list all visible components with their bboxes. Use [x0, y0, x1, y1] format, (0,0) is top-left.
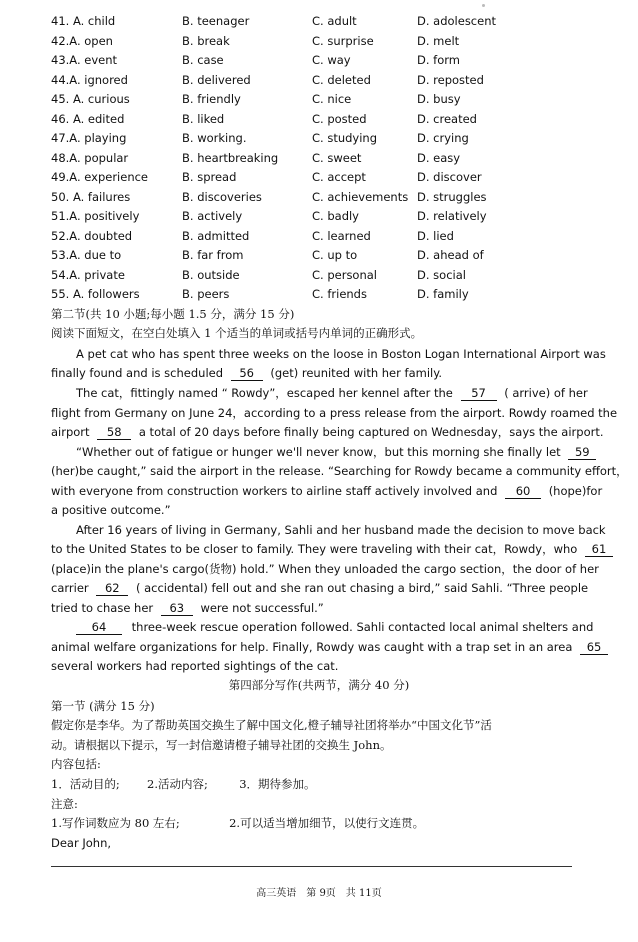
- option-choice: C. way: [312, 53, 351, 67]
- option-choice: C. up to: [312, 248, 358, 262]
- passage-line: A pet cat who has spent three weeks on the loose in Boston Logan International Airport was: [76, 347, 606, 361]
- passage-text: were not successful.”: [200, 601, 324, 615]
- writing-prompt-line: 动。请根据以下提示，写一封信邀请橙子辅导社团的交换生 John。: [51, 738, 392, 752]
- blank-62: 62: [96, 581, 128, 596]
- option-choice: D. family: [417, 287, 469, 301]
- option-choice: D. adolescent: [417, 14, 497, 28]
- passage-line: several workers had reported sightings of the cat.: [51, 659, 339, 673]
- passage-text: airport: [51, 425, 90, 439]
- passage-line: [51, 599, 324, 619]
- passage-text: “Whether out of fatigue or hunger we'll never know，but this morning she finally let: [76, 445, 561, 459]
- option-choice: D. social: [417, 267, 466, 282]
- option-choice: C. adult: [312, 14, 357, 28]
- option-choice: B. discoveries: [182, 189, 262, 204]
- passage-line: [76, 618, 593, 638]
- option-choice: 45. A. curious: [51, 92, 130, 106]
- option-choice: D. melt: [417, 33, 460, 48]
- option-row: [51, 32, 581, 52]
- blank-59: 59: [568, 445, 596, 460]
- passage-text: tried to chase her: [51, 601, 154, 615]
- option-row: [51, 207, 581, 227]
- passage-text: to the United States to be closer to family. They were traveling with their cat，Rowdy，who: [51, 542, 578, 556]
- passage-line: [51, 638, 612, 658]
- option-choice: B. peers: [182, 287, 230, 301]
- option-choice: C. friends: [312, 287, 367, 301]
- passage-text: ( arrive) of her: [504, 386, 588, 400]
- option-choice: 55. A. followers: [51, 287, 140, 301]
- passage-line: (place)in the plane's cargo(货物) hold.” When they unloaded the cargo section，the door of her: [51, 562, 599, 576]
- option-row: [51, 246, 581, 266]
- blank-56: 56: [231, 366, 263, 381]
- blank-61: 61: [585, 542, 613, 557]
- option-choice: B. friendly: [182, 92, 241, 106]
- scan-speck: [482, 4, 485, 7]
- option-row: [51, 266, 581, 286]
- option-choice: 53.A. due to: [51, 248, 122, 262]
- part4-subheading: 第一节 (满分 15 分): [51, 699, 155, 713]
- passage-text: The cat，fittingly named “ Rowdy”，escaped her kennel after the: [76, 386, 453, 400]
- passage-line: [51, 579, 588, 599]
- content-label: 内容包括:: [51, 757, 101, 771]
- note-item: 1.写作词数应为 80 左右;: [51, 816, 180, 830]
- option-choice: C. learned: [312, 228, 371, 243]
- option-choice: B. outside: [182, 267, 240, 282]
- option-choice: C. deleted: [312, 72, 371, 87]
- blank-58: 58: [97, 425, 131, 440]
- page-footer: 高三英语 第 9页 共 11页: [256, 888, 382, 899]
- option-choice: 54.A. private: [51, 267, 125, 282]
- option-choice: B. working.: [182, 131, 247, 145]
- option-row: [51, 149, 581, 169]
- option-choice: D. lied: [417, 228, 454, 243]
- passage-text: (get) reunited with her family.: [270, 366, 443, 380]
- option-choice: D. reposted: [417, 72, 484, 87]
- blank-65: 65: [580, 640, 608, 655]
- option-row: [51, 71, 581, 91]
- writing-prompt-line: 假定你是李华。为了帮助英国交换生了解中国文化,橙子辅导社团将举办“中国文化节”活: [51, 718, 492, 732]
- option-choice: 51.A. positively: [51, 209, 140, 223]
- option-choice: 49.A. experience: [51, 170, 149, 184]
- passage-line: flight from Germany on June 24，according to a press release from the airport. Rowdy roamed the: [51, 406, 618, 420]
- option-row: [51, 90, 581, 110]
- content-item: 1．活动目的;: [51, 777, 120, 791]
- option-choice: C. badly: [312, 209, 359, 223]
- passage-text: ( accidental) fell out and she ran out chasing a bird,” said Sahli. “Three people: [135, 581, 589, 595]
- option-choice: 50. A. failures: [51, 189, 131, 204]
- option-choice: B. heartbreaking: [182, 150, 279, 165]
- option-choice: B. admitted: [182, 228, 250, 243]
- options-table: [51, 12, 581, 305]
- option-choice: C. studying: [312, 131, 378, 145]
- passage-line: [76, 443, 598, 463]
- option-choice: 52.A. doubted: [51, 228, 133, 243]
- option-choice: 43.A. event: [51, 53, 118, 67]
- section-heading: 第二节(共 10 小题;每小题 1.5 分，满分 15 分): [51, 307, 295, 321]
- option-row: [51, 51, 581, 71]
- option-choice: D. easy: [417, 150, 461, 165]
- option-row: [51, 227, 581, 247]
- passage-text: finally found and is scheduled: [51, 366, 224, 380]
- option-choice: 42.A. open: [51, 33, 113, 48]
- option-row: [51, 12, 581, 32]
- option-choice: B. teenager: [182, 14, 250, 28]
- passage-line: [51, 423, 604, 443]
- section-instruction: 阅读下面短文，在空白处填入 1 个适当的单词或括号内单词的正确形式。: [51, 326, 423, 340]
- option-choice: D. relatively: [417, 209, 487, 223]
- blank-57: 57: [461, 386, 497, 401]
- option-choice: 44.A. ignored: [51, 72, 128, 87]
- passage-text: carrier: [51, 581, 89, 595]
- option-choice: 46. A. edited: [51, 111, 125, 126]
- passage-text: (hope)for: [548, 484, 603, 498]
- option-choice: B. liked: [182, 111, 225, 126]
- passage-line: After 16 years of living in Germany, Sahli and her husband made the decision to move back: [76, 523, 606, 537]
- passage-line: [51, 540, 617, 560]
- blank-63: 63: [161, 601, 193, 616]
- option-choice: B. case: [182, 53, 224, 67]
- passage-text: animal welfare organizations for help. Finally, Rowdy was caught with a trap set in an area: [51, 640, 573, 654]
- option-choice: B. break: [182, 33, 230, 48]
- passage-line: [51, 364, 442, 384]
- note-label: 注意:: [51, 797, 78, 811]
- passage-text: a total of 20 days before finally being captured on Wednesday，says the airport.: [138, 425, 604, 439]
- option-row: [51, 285, 581, 305]
- option-choice: D. busy: [417, 92, 461, 106]
- passage-text: three-week rescue operation followed. Sahli contacted local animal shelters and: [131, 620, 594, 634]
- option-choice: C. posted: [312, 111, 367, 126]
- part4-heading: 第四部分写作(共两节，满分 40 分): [228, 678, 410, 692]
- passage-text: with everyone from construction workers to airline staff actively involved and: [51, 484, 498, 498]
- option-choice: C. achievements: [312, 189, 409, 204]
- option-row: [51, 110, 581, 130]
- option-choice: D. discover: [417, 170, 482, 184]
- option-choice: C. accept: [312, 170, 366, 184]
- option-choice: D. struggles: [417, 189, 487, 204]
- option-choice: C. surprise: [312, 33, 374, 48]
- option-choice: D. ahead of: [417, 248, 484, 262]
- option-choice: B. far from: [182, 248, 244, 262]
- blank-60: 60: [505, 484, 541, 499]
- option-choice: D. form: [417, 53, 460, 67]
- passage-line: [51, 482, 602, 502]
- blank-64: 64: [76, 620, 122, 635]
- option-choice: B. actively: [182, 209, 243, 223]
- option-choice: C. nice: [312, 92, 352, 106]
- notes-line: [51, 814, 424, 834]
- option-row: [51, 168, 581, 188]
- option-choice: C. personal: [312, 267, 378, 282]
- content-item: 2.活动内容;: [147, 777, 208, 791]
- passage-line: a positive outcome.”: [51, 503, 171, 517]
- option-row: [51, 129, 581, 149]
- footer-divider: [51, 866, 572, 867]
- option-choice: 47.A. playing: [51, 131, 127, 145]
- option-choice: C. sweet: [312, 150, 362, 165]
- option-row: [51, 188, 581, 208]
- option-choice: 41. A. child: [51, 14, 116, 28]
- note-item: 2.可以适当增加细节，以使行文连贯。: [229, 816, 425, 830]
- option-choice: D. created: [417, 111, 477, 126]
- passage-line: (her)be caught,” said the airport in the release. “Searching for Rowdy became a community effort，: [51, 464, 628, 478]
- option-choice: B. delivered: [182, 72, 251, 87]
- option-choice: 48.A. popular: [51, 150, 129, 165]
- option-choice: B. spread: [182, 170, 237, 184]
- passage-line: [76, 384, 588, 404]
- option-choice: D. crying: [417, 131, 469, 145]
- content-item: 3．期待参加。: [239, 777, 316, 791]
- content-items: [51, 775, 316, 795]
- letter-salutation: Dear John,: [51, 836, 112, 850]
